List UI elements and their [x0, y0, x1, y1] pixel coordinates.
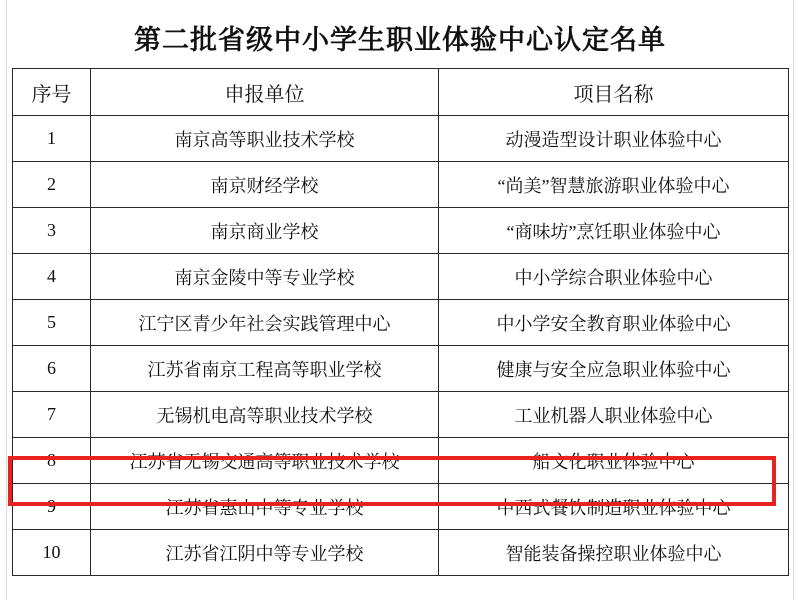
- cell-unit: 南京高等职业技术学校: [91, 116, 439, 162]
- cell-no: 10: [13, 530, 91, 576]
- cell-unit: 南京金陵中等专业学校: [91, 254, 439, 300]
- cell-no: 2: [13, 162, 91, 208]
- cell-unit: 无锡机电高等职业技术学校: [91, 392, 439, 438]
- cell-project: 工业机器人职业体验中心: [439, 392, 789, 438]
- table-row: [13, 208, 789, 254]
- cell-project: 智能装备操控职业体验中心: [439, 530, 789, 576]
- table-row: [13, 300, 789, 346]
- cell-unit: 江苏省无锡交通高等职业技术学校: [91, 438, 439, 484]
- table-row: [13, 116, 789, 162]
- cell-project: 中小学安全教育职业体验中心: [439, 300, 789, 346]
- cell-project: “尚美”智慧旅游职业体验中心: [439, 162, 789, 208]
- column-header-project: 项目名称: [439, 69, 789, 116]
- column-header-no: 序号: [13, 69, 91, 116]
- cell-no: 1: [13, 116, 91, 162]
- table-header-row: [13, 69, 789, 116]
- table-row: [13, 530, 789, 576]
- cell-project: 中小学综合职业体验中心: [439, 254, 789, 300]
- table-row: [13, 162, 789, 208]
- page-edge-line-right: [793, 0, 794, 600]
- cell-project: 中西式餐饮制造职业体验中心: [439, 484, 789, 530]
- cell-project: 动漫造型设计职业体验中心: [439, 116, 789, 162]
- page-edge-line-left: [6, 0, 7, 600]
- cell-unit: 江苏省江阴中等专业学校: [91, 530, 439, 576]
- cell-no: 5: [13, 300, 91, 346]
- table-row: [13, 392, 789, 438]
- cell-project: “商味坊”烹饪职业体验中心: [439, 208, 789, 254]
- cell-project: 船文化职业体验中心: [439, 438, 789, 484]
- table-row: [13, 346, 789, 392]
- table-header: [13, 69, 789, 116]
- table-body: [13, 116, 789, 576]
- table-row: [13, 254, 789, 300]
- column-header-unit: 申报单位: [91, 69, 439, 116]
- cell-unit: 江宁区青少年社会实践管理中心: [91, 300, 439, 346]
- cell-no: 9: [13, 484, 91, 530]
- cell-no: 4: [13, 254, 91, 300]
- cell-no: 7: [13, 392, 91, 438]
- cell-no: 3: [13, 208, 91, 254]
- cell-no: 6: [13, 346, 91, 392]
- cell-unit: 南京商业学校: [91, 208, 439, 254]
- cell-unit: 江苏省惠山中等专业学校: [91, 484, 439, 530]
- cell-project: 健康与安全应急职业体验中心: [439, 346, 789, 392]
- table-row: [13, 484, 789, 530]
- page-title: 第二批省级中小学生职业体验中心认定名单: [134, 25, 666, 55]
- listing-table: [12, 68, 789, 576]
- cell-no: 8: [13, 438, 91, 484]
- cell-unit: 江苏省南京工程高等职业学校: [91, 346, 439, 392]
- table-row-highlighted: [13, 438, 789, 484]
- cell-unit: 南京财经学校: [91, 162, 439, 208]
